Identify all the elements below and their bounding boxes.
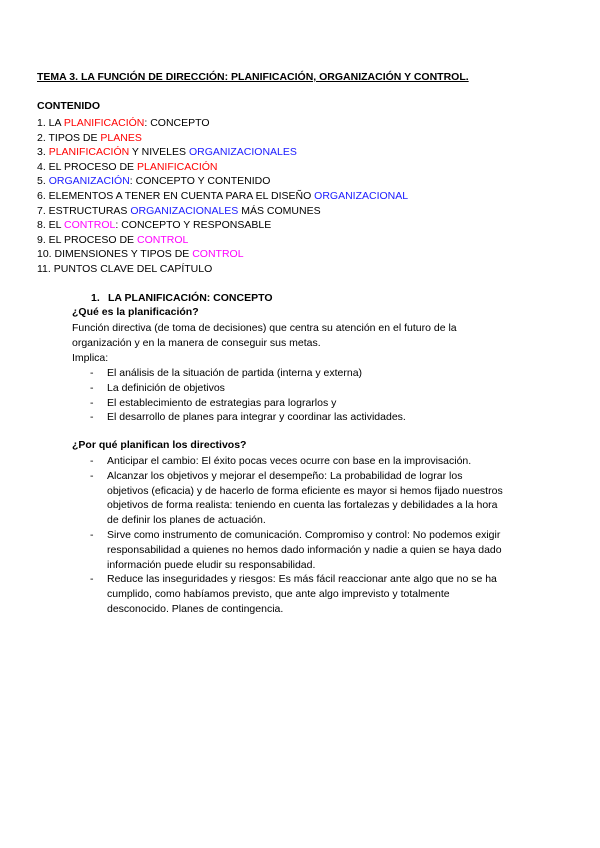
definition-line: organización y en la manera de conseguir sus metas. — [72, 336, 321, 349]
bullet-dash: - — [90, 455, 94, 467]
toc-text: MÁS COMUNES — [238, 204, 321, 217]
list-item — [90, 528, 530, 572]
toc-text: 6. ELEMENTOS A TENER EN CUENTA PARA EL DISEÑO — [37, 189, 315, 202]
toc-keyword: PLANIFICACIÓN — [48, 146, 130, 159]
toc-item — [37, 218, 408, 233]
toc-item — [37, 116, 408, 131]
list-item-text: Reduce las inseguridades y riesgos: Es más fácil reaccionar ante algo que no se ha — [107, 573, 497, 586]
toc-text: 8. EL — [37, 219, 65, 232]
toc-keyword: ORGANIZACIONALES — [130, 204, 239, 217]
list-item-text: responsabilidad a quienes no hemos dado información y nadie a quien se haya dado — [107, 543, 502, 556]
document-title: TEMA 3. LA FUNCIÓN DE DIRECCIÓN: PLANIFICACIÓN, ORGANIZACIÓN Y CONTROL. — [37, 71, 469, 83]
section-title: LA PLANIFICACIÓN: CONCEPTO — [108, 292, 273, 304]
bullet-dash: - — [90, 396, 94, 409]
contents-heading: CONTENIDO — [37, 100, 100, 112]
definition-line: Función directiva (de toma de decisiones) que centra su atención en el futuro de la — [72, 322, 457, 334]
toc-keyword: PLANIFICACIÓN — [63, 117, 145, 129]
bullet-dash: - — [90, 367, 94, 379]
list-item — [90, 454, 530, 469]
list-item-text: información puede eludir su responsabilidad. — [107, 558, 316, 571]
toc-keyword: ORGANIZACIONALES — [188, 146, 297, 159]
reasons-list — [90, 454, 530, 617]
table-of-contents — [37, 116, 408, 277]
section-heading — [91, 292, 273, 304]
definition-paragraph — [72, 321, 457, 365]
toc-text: 10. DIMENSIONES Y TIPOS DE — [37, 248, 193, 261]
toc-keyword: CONTROL — [136, 233, 189, 246]
toc-item — [37, 262, 408, 277]
toc-keyword: ORGANIZACIONAL — [314, 189, 409, 202]
list-item-text: El análisis de la situación de partida (interna y externa) — [107, 367, 363, 379]
toc-item — [37, 131, 408, 146]
toc-item — [37, 145, 408, 160]
implica-label: Implica: — [72, 351, 109, 364]
toc-text: Y NIVELES — [129, 146, 189, 159]
toc-keyword: CONTROL — [192, 248, 244, 261]
toc-keyword: PLANIFICACIÓN — [136, 160, 218, 173]
toc-text: 5. — [37, 175, 49, 188]
list-item-text: Sirve como instrumento de comunicación. Compromiso y control: No podemos exigir — [107, 528, 501, 541]
list-item-text: El desarrollo de planes para integrar y coordinar las actividades. — [107, 411, 406, 424]
toc-keyword: PLANES — [100, 131, 142, 144]
toc-text: : CONCEPTO — [144, 117, 210, 129]
bullet-dash: - — [90, 381, 94, 394]
bullet-dash: - — [90, 469, 94, 482]
toc-text: 4. EL PROCESO DE — [37, 160, 137, 173]
toc-text: 1. LA — [37, 117, 64, 129]
toc-item — [37, 160, 408, 175]
list-item — [90, 410, 530, 425]
toc-keyword: ORGANIZACIÓN — [48, 175, 130, 188]
list-item — [90, 366, 530, 381]
list-item-text: Alcanzar los objetivos y mejorar el desempeño: La probabilidad de lograr los — [107, 469, 463, 482]
toc-text: 7. ESTRUCTURAS — [37, 204, 131, 217]
list-item — [90, 396, 530, 411]
list-item-text: cumplido, como habíamos previsto, que ante algo imprevisto y totalmente — [107, 588, 450, 601]
implica-list — [90, 366, 530, 425]
list-item — [90, 572, 530, 616]
toc-text: : CONCEPTO Y CONTENIDO — [129, 175, 271, 188]
toc-text: : CONCEPTO Y RESPONSABLE — [115, 219, 272, 232]
toc-item — [37, 247, 408, 262]
toc-item — [37, 233, 408, 248]
toc-item — [37, 189, 408, 204]
list-item-text: desconocido. Planes de contingencia. — [107, 602, 284, 615]
list-item — [90, 469, 530, 528]
bullet-dash: - — [90, 573, 94, 586]
toc-item — [37, 174, 408, 189]
list-item — [90, 381, 530, 396]
toc-text: 2. TIPOS DE — [37, 131, 101, 144]
bullet-dash: - — [90, 528, 94, 541]
list-item-text: Anticipar el cambio: El éxito pocas veces ocurre con base en la improvisación. — [107, 455, 472, 467]
toc-text: 3. — [37, 146, 49, 159]
bullet-dash: - — [90, 411, 94, 424]
section-number: 1. — [91, 292, 100, 304]
list-item-text: de definir los planes de actuación. — [107, 514, 266, 527]
question-what-is-planning: ¿Qué es la planificación? — [72, 306, 199, 318]
toc-item — [37, 204, 408, 219]
toc-text: 11. PUNTOS CLAVE DEL CAPÍTULO — [37, 262, 213, 275]
toc-keyword: CONTROL — [64, 219, 116, 232]
toc-text: 9. EL PROCESO DE — [37, 233, 137, 246]
list-item-text: objetivos (eficacia) y de hacerlo de forma eficiente es mayor si hemos fijado nuestros — [107, 484, 503, 497]
list-item-text: La definición de objetivos — [107, 381, 225, 394]
list-item-text: El establecimiento de estrategias para lograrlos y — [107, 396, 337, 409]
list-item-text: objetivos de forma realista: teniendo en cuenta las fortalezas y debilidades a la hora — [107, 499, 498, 512]
question-why-plan: ¿Por qué planifican los directivos? — [72, 439, 247, 451]
